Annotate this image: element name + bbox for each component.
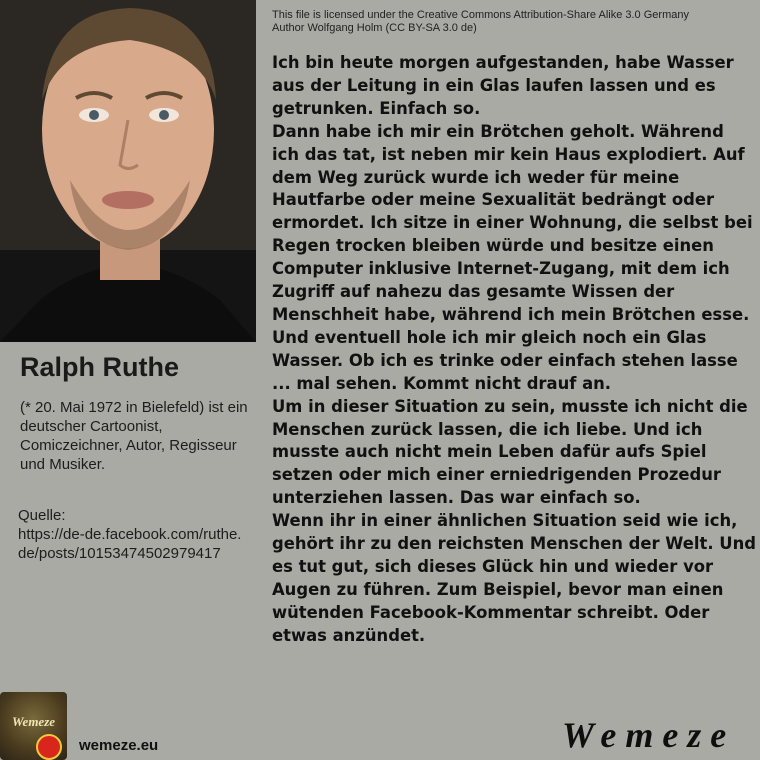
person-bio: (* 20. Mai 1972 in Bielefeld) ist ein deutscher Cartoonist, Comiczeichner, Autor, Regisseur und Musiker. <box>20 399 248 473</box>
brand-wordmark: Wemeze <box>562 715 736 755</box>
quote-paragraph: Um in dieser Situation zu sein, musste ich nicht die Menschen zurück lassen, die ich liebe. Und ich musste auch nicht mein Leben dafür aufs Spiel setzen oder mich einer erniedrigenden Prozedur unterziehen lassen. Das war einfach so. <box>272 396 748 508</box>
website-link[interactable]: wemeze.eu <box>79 737 159 754</box>
wemeze-logo <box>0 692 67 760</box>
quote-paragraph: Ich bin heute morgen aufgestanden, habe Wasser aus der Leitung in ein Glas laufen lassen und es getrunken. Einfach so. <box>272 53 734 118</box>
source-label: Quelle: <box>18 507 66 524</box>
portrait-illustration <box>0 0 256 342</box>
source-block <box>18 506 248 563</box>
logo-text: Wemeze <box>11 714 56 729</box>
quote-paragraph: Dann habe ich mir ein Brötchen geholt. Während ich das tat, ist neben mir kein Haus explodiert. Auf dem Weg zurück wurde ich weder für meine Hautfarbe oder meine Sexualität bedrängt oder ermordet. Ich sitze in einer Wohnung, die selbst bei Regen trocken bleiben würde und besitze einen Computer inklusive Internet-Zugang, mit dem ich Zugriff auf nahezu das gesamte Wissen der Menschheit habe, während ich mein Brötchen esse. Und eventuell hole ich mir gleich noch ein Glas Wasser. Ob ich es trinke oder einfach stehen lasse ... mal sehen. Kommt nicht drauf an. <box>272 121 753 393</box>
quote-paragraph: Wenn ihr in einer ähnlichen Situation seid wie ich, gehört ihr zu den reichsten Menschen der Welt. Und es tut gut, sich dieses Glück hin und wieder vor Augen zu führen. Zum Beispiel, bevor man einen wütenden Facebook-Kommentar schreibt. Oder etwas anzündet. <box>272 511 756 645</box>
logo-badge-icon <box>36 734 62 760</box>
source-link[interactable]: https://de-de.facebook.com/ruthe.de/posts/10153474502979417 <box>18 526 242 562</box>
quote-text <box>272 52 756 648</box>
portrait-photo <box>0 0 256 342</box>
author-line: Author Wolfgang Holm (CC BY-SA 3.0 de) <box>272 22 477 34</box>
license-notice <box>272 9 752 35</box>
person-name: Ralph Ruthe <box>20 352 179 382</box>
license-line: This file is licensed under the Creative Commons Attribution-Share Alike 3.0 Germany <box>272 9 689 21</box>
